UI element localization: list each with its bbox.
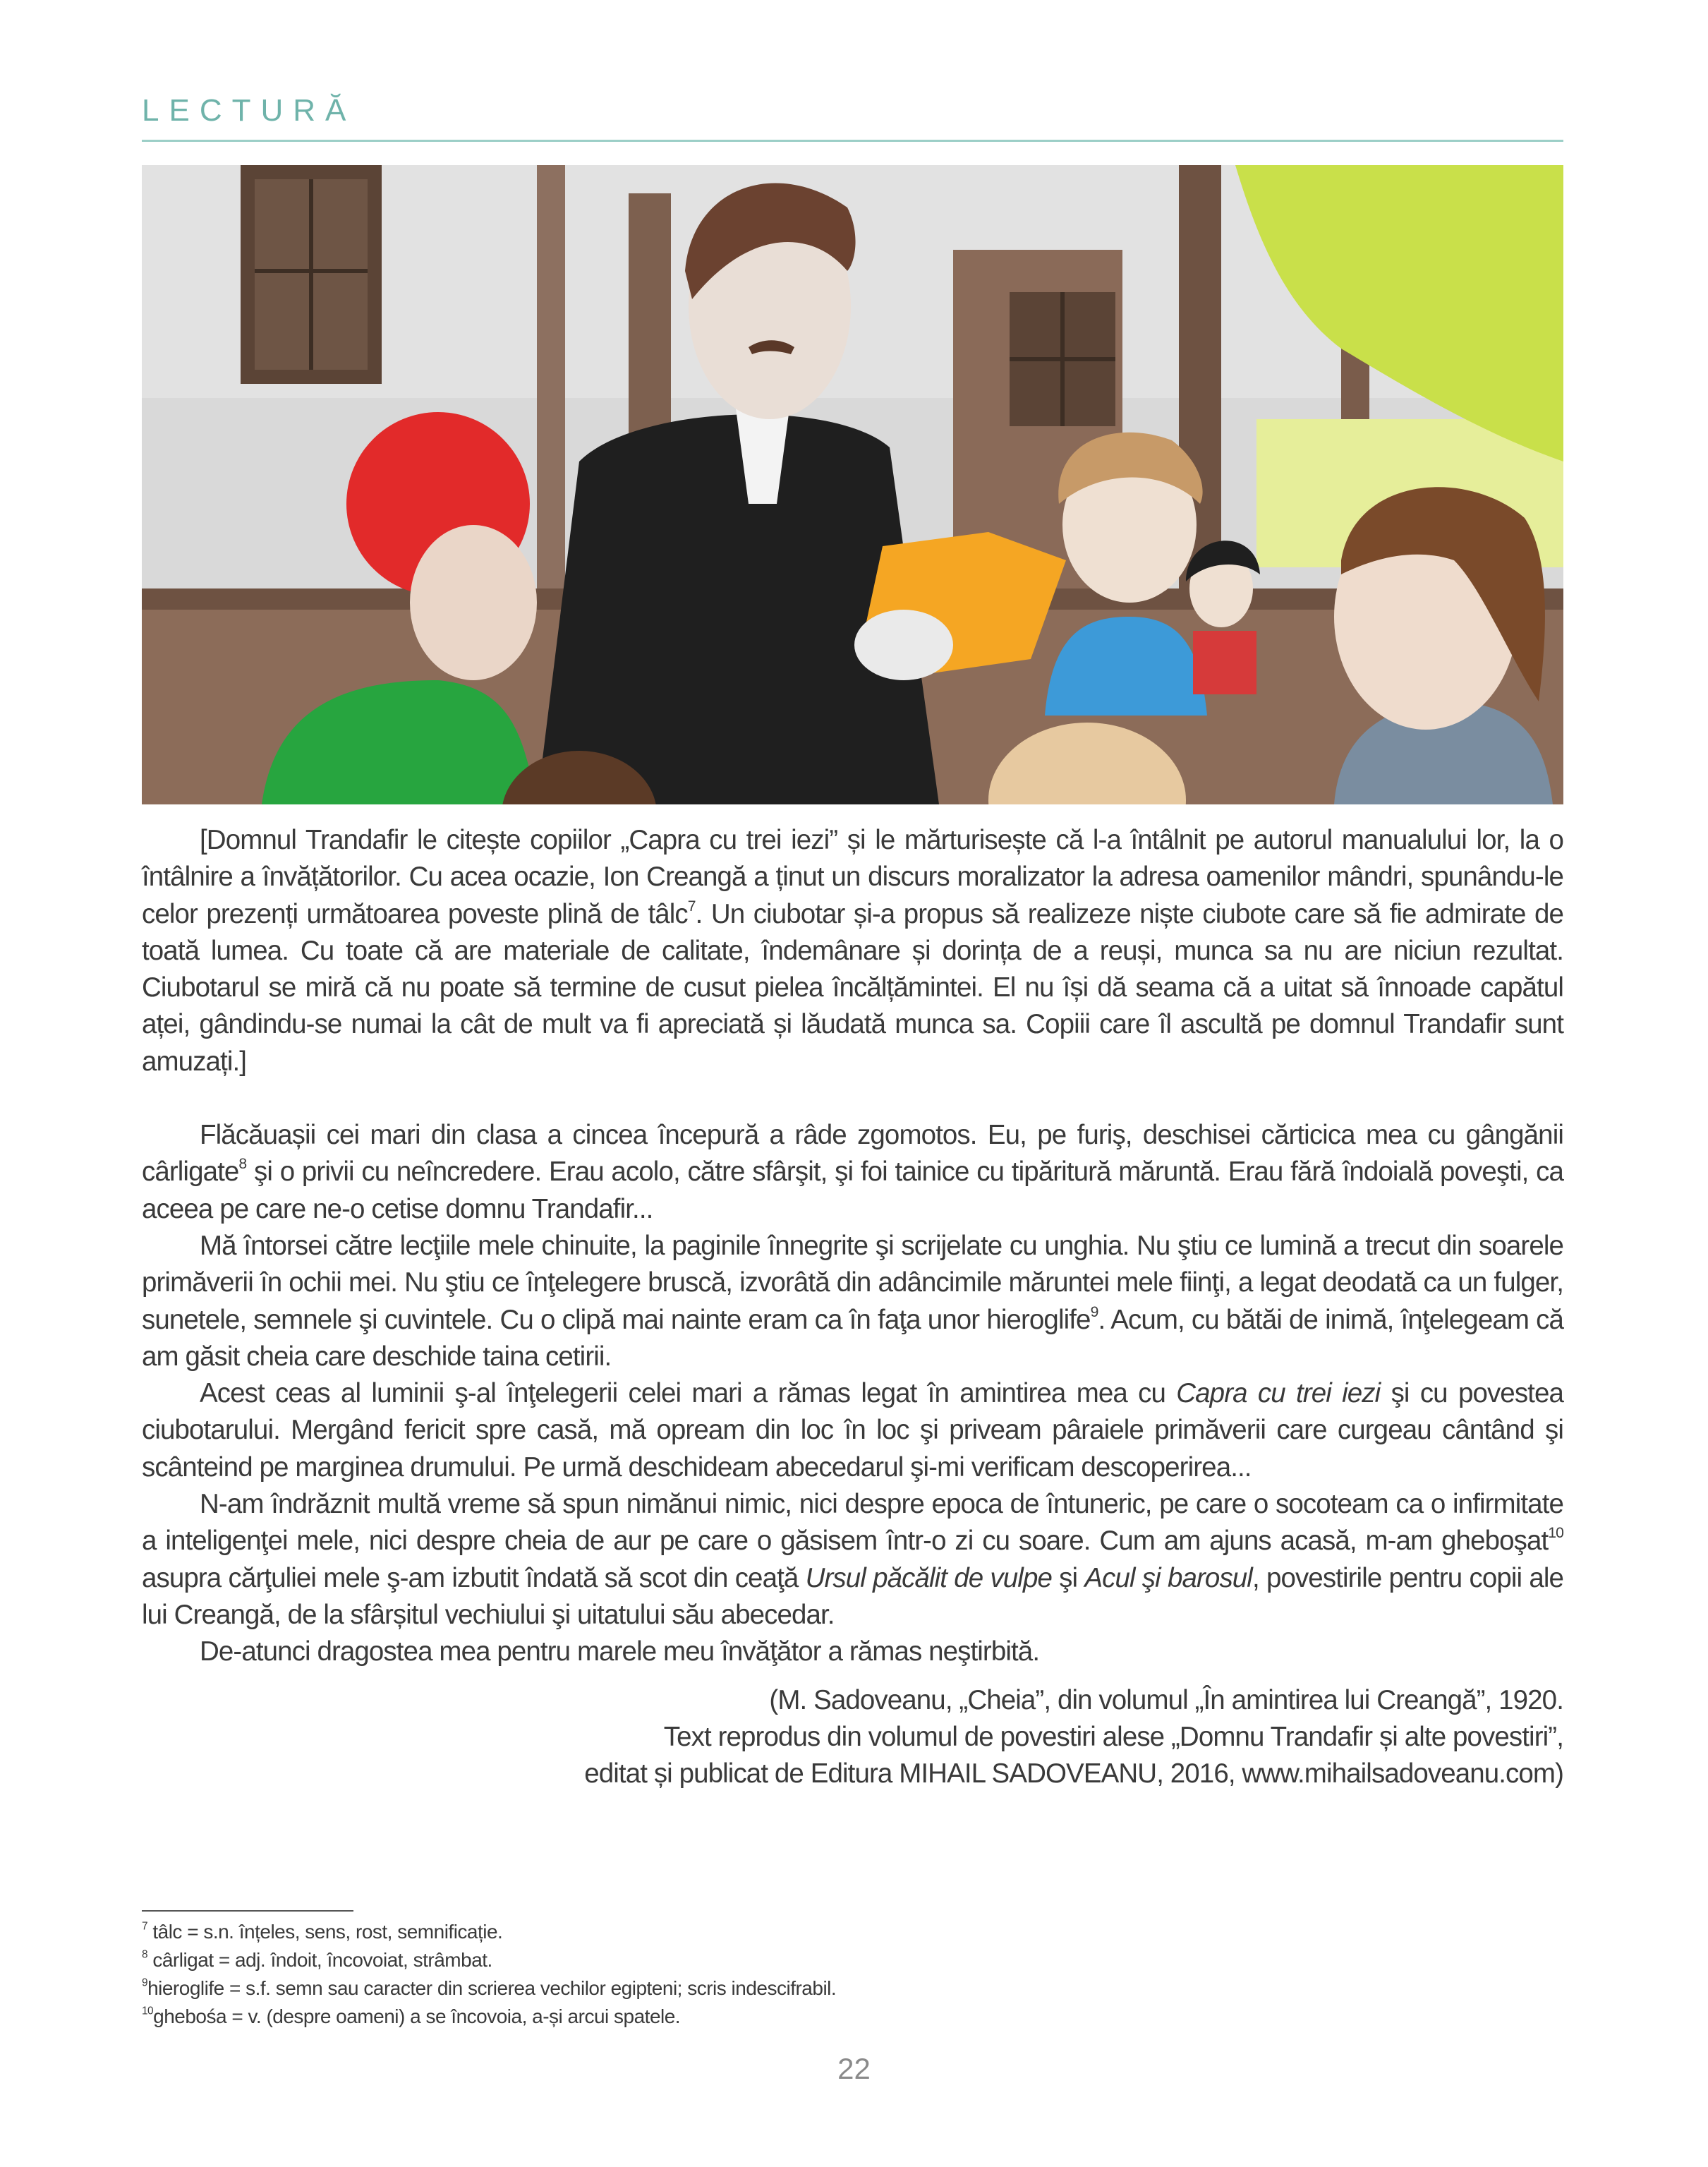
footnote-ref-10: 10 bbox=[1548, 1525, 1563, 1542]
page-number: 22 bbox=[837, 2052, 871, 2085]
footnote-ref-7: 7 bbox=[687, 898, 696, 915]
footnote-9: $^9$hieroglife = s.f. semn sau caracter din scrierea vechilor egipteni; scris indescifrabil. bbox=[142, 1976, 837, 1999]
paragraph-4: N-am îndrăznit multă vreme să spun nimănui nimic, nici despre epoca de întuneric, pe care o socoteam ca o infirmitate a inteligenţei mele, nici despre cheia de aur pe care o găsisem într-o zi cu soare. Cum am ajuns acasă, m-am gheboşat$^{10}$ asupra cărţuliei mele ş-am izbutit îndată să scot din ceaţă Ursul păcălit de vulpe şi Acul şi barosul, povestirile pentru copii ale lui Creangă, de la sfârșitul vechiului şi uitatului său abecedar. bbox=[142, 1489, 1564, 1630]
footnote-ref-8: 8 bbox=[238, 1156, 247, 1173]
footnote-ref-9: 9 bbox=[1090, 1303, 1098, 1320]
paragraph-5: De-atunci dragostea mea pentru marele meu învăţător a rămas neştirbită. bbox=[200, 1636, 1040, 1667]
footnotes bbox=[142, 1918, 836, 2031]
section-title: LECTURĂ bbox=[142, 93, 356, 128]
footnote-7: $^7$ tâlc = s.n. înțeles, sens, rost, semnificație. bbox=[142, 1920, 503, 1943]
footnote-divider bbox=[142, 1910, 353, 1912]
header-divider bbox=[142, 140, 1563, 142]
paragraph-3: Acest ceas al luminii ş-al înţelegerii celei mari a rămas legat în amintirea mea cu Capra cu trei iezi şi cu povestea ciubotarului. Mergând fericit spre casă, mă opream din loc în loc şi priveam pâraiele primăverii care curgeau cântând şi scânteind pe marginea drumului. Pe urmă deschideam abecedarul şi-mi verificam descoperirea... bbox=[142, 1378, 1563, 1483]
illustration-teacher-reading bbox=[142, 165, 1563, 804]
intro-paragraph: [Domnul Trandafir le citește copiilor „Capra cu trei iezi” și le mărturisește că l-a întâlnit pe autorul manualului lor, la o întâlnire a învățătorilor. Cu acea ocazie, Ion Creangă a ținut un discurs moralizator la adresa oamenilor mândri, spunându-le celor prezenți următoarea poveste plină de tâlc$^7$. Un ciubotar și-a propus să realizeze niște ciubote care să fie admirate de toată lumea. Cu toate că are materiale de calitate, îndemânare și dorința de a reuși, munca sa nu are niciun rezultat. Ciubotarul se miră că nu poate să termine de cusut pielea încălțămintei. El nu își dă seama că a uitat să înnoade capătul aței, gândindu-se numai la cât de mult va fi apreciată și lăudată munca sa. Copiii care îl ascultă pe domnul Trandafir sunt amuzați.] bbox=[142, 825, 1563, 1077]
paragraph-2: Mă întorsei către lecţiile mele chinuite, la paginile înnegrite şi scrijelate cu unghia. Nu ştiu ce lumină a trecut din soarele primăverii în ochii mei. Nu ştiu ce înţelegere bruscă, izvorâtă din adâncimile măruntei mele fiinţi, a legat deodată ca un fulger, sunetele, semnele şi cuvintele. Cu o clipă mai nainte eram ca în faţa unor hieroglife$^9$. Acum, cu bătăi de inimă, înţelegeam că am găsit cheia care deschide taina cetirii. bbox=[142, 1230, 1563, 1372]
footnote-8: $^8$ cârligat = adj. îndoit, încovoiat, strâmbat. bbox=[142, 1948, 492, 1971]
reading-text bbox=[142, 822, 1563, 1792]
paragraph-1: Flăcăuașii cei mari din clasa a cincea începură a râde zgomotos. Eu, pe furiş, deschisei cărticica mea cu gângănii cârligate$^8$ şi o privii cu neîncredere. Erau acolo, către sfârşit, şi foi tainice cu tipăritură măruntă. Erau fără îndoială poveşti, ca aceea pe care ne-o cetise domnu Trandafir... bbox=[142, 1120, 1563, 1224]
footnote-10: $^{10}$ghebośa = v. (despre oameni) a se încovoia, a-și arcui spatele. bbox=[142, 2005, 681, 2027]
source-citation: (M. Sadoveanu, „Cheia”, din volumul „În amintirea lui Creangă”, 1920. Text reprodus din volumul de povestiri alese „Domnu Trandafir și alte povestiri”, editat și publicat de Editura MIHAIL SADOVEANU, 2016, www.mihailsadoveanu.com) bbox=[584, 1684, 1563, 1789]
